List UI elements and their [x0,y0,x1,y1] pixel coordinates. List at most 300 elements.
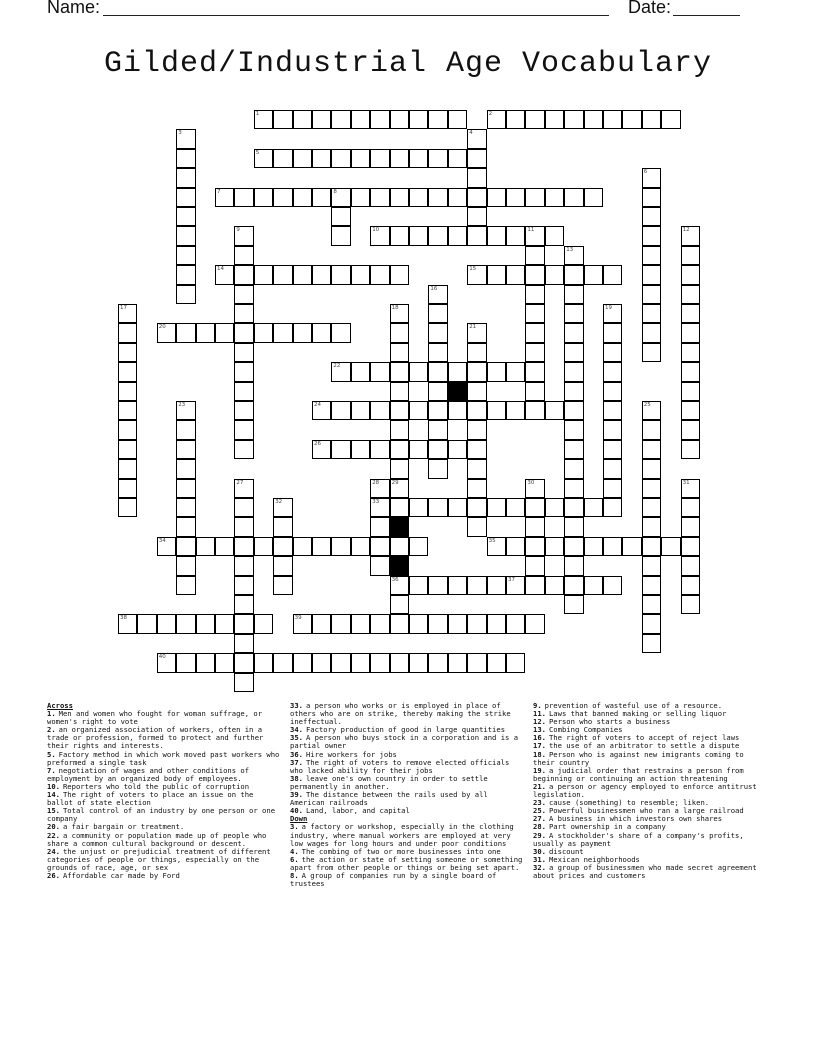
grid-cell[interactable] [176,537,195,556]
grid-cell[interactable] [390,537,409,556]
grid-cell[interactable] [331,401,350,420]
grid-cell[interactable] [448,362,467,381]
grid-cell[interactable] [545,401,564,420]
grid-cell[interactable] [351,614,370,633]
grid-cell[interactable] [564,420,583,439]
grid-cell[interactable] [545,226,564,245]
grid-cell[interactable] [564,576,583,595]
grid-cell[interactable] [584,537,603,556]
grid-cell[interactable] [234,420,253,439]
grid-cell[interactable] [506,188,525,207]
grid-cell[interactable] [390,343,409,362]
grid-cell[interactable] [176,323,195,342]
grid-cell[interactable] [273,576,292,595]
grid-cell[interactable] [487,110,506,129]
grid-cell[interactable] [681,595,700,614]
grid-cell[interactable] [312,401,331,420]
grid-cell[interactable] [661,537,680,556]
grid-cell[interactable] [642,440,661,459]
grid-cell[interactable] [467,343,486,362]
grid-cell[interactable] [622,537,641,556]
grid-cell[interactable] [642,110,661,129]
grid-cell[interactable] [506,653,525,672]
grid-cell[interactable] [118,498,137,517]
grid-cell[interactable] [351,401,370,420]
grid-cell[interactable] [603,265,622,284]
grid-cell[interactable] [525,110,544,129]
grid-cell[interactable] [642,556,661,575]
grid-cell[interactable] [331,614,350,633]
grid-cell[interactable] [642,188,661,207]
grid-cell[interactable] [642,265,661,284]
grid-cell[interactable] [254,614,273,633]
grid-cell[interactable] [642,323,661,342]
grid-cell[interactable] [506,537,525,556]
grid-cell[interactable] [603,440,622,459]
grid-cell[interactable] [564,459,583,478]
grid-cell[interactable] [370,110,389,129]
grid-cell[interactable] [273,556,292,575]
grid-cell[interactable] [351,653,370,672]
grid-cell[interactable] [331,265,350,284]
grid-cell[interactable] [506,362,525,381]
grid-cell[interactable] [176,246,195,265]
grid-cell[interactable] [564,537,583,556]
grid-cell[interactable] [428,343,447,362]
grid-cell[interactable] [331,653,350,672]
grid-cell[interactable] [137,614,156,633]
grid-cell[interactable] [118,420,137,439]
grid-cell[interactable] [176,129,195,148]
grid-cell[interactable] [157,653,176,672]
grid-cell[interactable] [487,226,506,245]
grid-cell[interactable] [331,440,350,459]
grid-cell[interactable] [196,323,215,342]
grid-cell[interactable] [448,188,467,207]
grid-cell[interactable] [428,362,447,381]
grid-cell[interactable] [254,265,273,284]
grid-cell[interactable] [642,517,661,536]
grid-cell[interactable] [642,479,661,498]
grid-cell[interactable] [564,304,583,323]
grid-cell[interactable] [525,323,544,342]
grid-cell[interactable] [661,110,680,129]
grid-cell[interactable] [564,323,583,342]
grid-cell[interactable] [525,517,544,536]
grid-cell[interactable] [390,149,409,168]
grid-cell[interactable] [234,401,253,420]
grid-cell[interactable] [312,614,331,633]
grid-cell[interactable] [390,653,409,672]
grid-cell[interactable] [428,440,447,459]
grid-cell[interactable] [603,420,622,439]
grid-cell[interactable] [331,226,350,245]
grid-cell[interactable] [642,634,661,653]
grid-cell[interactable] [234,576,253,595]
grid-cell[interactable] [467,653,486,672]
grid-cell[interactable] [467,401,486,420]
grid-cell[interactable] [525,246,544,265]
grid-cell[interactable] [642,595,661,614]
grid-cell[interactable] [176,265,195,284]
grid-cell[interactable] [370,498,389,517]
grid-cell[interactable] [642,576,661,595]
grid-cell[interactable] [176,401,195,420]
grid-cell[interactable] [234,653,253,672]
grid-cell[interactable] [525,265,544,284]
grid-cell[interactable] [390,265,409,284]
grid-cell[interactable] [370,188,389,207]
grid-cell[interactable] [564,595,583,614]
grid-cell[interactable] [176,479,195,498]
grid-cell[interactable] [234,246,253,265]
grid-cell[interactable] [176,517,195,536]
grid-cell[interactable] [390,498,409,517]
grid-cell[interactable] [409,149,428,168]
grid-cell[interactable] [351,440,370,459]
grid-cell[interactable] [525,537,544,556]
grid-cell[interactable] [273,517,292,536]
grid-cell[interactable] [273,323,292,342]
grid-cell[interactable] [681,285,700,304]
grid-cell[interactable] [157,614,176,633]
grid-cell[interactable] [564,479,583,498]
grid-cell[interactable] [467,459,486,478]
grid-cell[interactable] [176,168,195,187]
grid-cell[interactable] [370,614,389,633]
grid-cell[interactable] [254,149,273,168]
grid-cell[interactable] [176,614,195,633]
grid-cell[interactable] [467,479,486,498]
grid-cell[interactable] [428,110,447,129]
grid-cell[interactable] [428,226,447,245]
grid-cell[interactable] [564,246,583,265]
grid-cell[interactable] [681,537,700,556]
grid-cell[interactable] [448,614,467,633]
grid-cell[interactable] [234,614,253,633]
grid-cell[interactable] [467,323,486,342]
grid-cell[interactable] [681,479,700,498]
grid-cell[interactable] [234,537,253,556]
grid-cell[interactable] [293,265,312,284]
grid-cell[interactable] [351,110,370,129]
grid-cell[interactable] [467,498,486,517]
grid-cell[interactable] [118,614,137,633]
grid-cell[interactable] [215,265,234,284]
grid-cell[interactable] [467,382,486,401]
grid-cell[interactable] [467,207,486,226]
grid-cell[interactable] [390,576,409,595]
grid-cell[interactable] [390,595,409,614]
grid-cell[interactable] [467,265,486,284]
grid-cell[interactable] [467,149,486,168]
grid-cell[interactable] [351,188,370,207]
grid-cell[interactable] [487,537,506,556]
grid-cell[interactable] [390,188,409,207]
grid-cell[interactable] [409,440,428,459]
grid-cell[interactable] [428,382,447,401]
grid-cell[interactable] [487,401,506,420]
grid-cell[interactable] [467,188,486,207]
grid-cell[interactable] [428,304,447,323]
grid-cell[interactable] [681,382,700,401]
grid-cell[interactable] [273,149,292,168]
grid-cell[interactable] [428,498,447,517]
grid-cell[interactable] [157,323,176,342]
grid-cell[interactable] [390,304,409,323]
grid-cell[interactable] [545,188,564,207]
grid-cell[interactable] [370,362,389,381]
grid-cell[interactable] [545,498,564,517]
grid-cell[interactable] [176,226,195,245]
grid-cell[interactable] [234,479,253,498]
grid-cell[interactable] [409,498,428,517]
grid-cell[interactable] [215,323,234,342]
grid-cell[interactable] [331,362,350,381]
grid-cell[interactable] [681,576,700,595]
grid-cell[interactable] [681,440,700,459]
grid-cell[interactable] [118,479,137,498]
grid-cell[interactable] [564,517,583,536]
grid-cell[interactable] [312,537,331,556]
grid-cell[interactable] [681,517,700,536]
grid-cell[interactable] [467,517,486,536]
grid-cell[interactable] [409,362,428,381]
grid-cell[interactable] [234,362,253,381]
grid-cell[interactable] [351,149,370,168]
grid-cell[interactable] [331,207,350,226]
grid-cell[interactable] [525,576,544,595]
grid-cell[interactable] [273,188,292,207]
grid-cell[interactable] [428,188,447,207]
grid-cell[interactable] [409,576,428,595]
grid-cell[interactable] [118,459,137,478]
grid-cell[interactable] [176,556,195,575]
grid-cell[interactable] [642,343,661,362]
grid-cell[interactable] [448,498,467,517]
grid-cell[interactable] [390,459,409,478]
grid-cell[interactable] [370,556,389,575]
grid-cell[interactable] [215,188,234,207]
grid-cell[interactable] [681,498,700,517]
grid-cell[interactable] [176,149,195,168]
grid-cell[interactable] [390,401,409,420]
grid-cell[interactable] [176,498,195,517]
grid-cell[interactable] [234,673,253,692]
grid-cell[interactable] [118,304,137,323]
grid-cell[interactable] [506,401,525,420]
grid-cell[interactable] [176,576,195,595]
grid-cell[interactable] [681,343,700,362]
grid-cell[interactable] [584,576,603,595]
grid-cell[interactable] [312,440,331,459]
grid-cell[interactable] [176,188,195,207]
grid-cell[interactable] [370,149,389,168]
grid-cell[interactable] [234,343,253,362]
grid-cell[interactable] [176,420,195,439]
grid-cell[interactable] [293,537,312,556]
grid-cell[interactable] [525,556,544,575]
grid-cell[interactable] [642,420,661,439]
grid-cell[interactable] [487,188,506,207]
grid-cell[interactable] [564,401,583,420]
grid-cell[interactable] [234,382,253,401]
grid-cell[interactable] [545,265,564,284]
grid-cell[interactable] [642,246,661,265]
grid-cell[interactable] [312,265,331,284]
grid-cell[interactable] [234,517,253,536]
grid-cell[interactable] [234,304,253,323]
grid-cell[interactable] [370,517,389,536]
grid-cell[interactable] [448,440,467,459]
grid-cell[interactable] [273,653,292,672]
grid-cell[interactable] [603,479,622,498]
grid-cell[interactable] [293,110,312,129]
grid-cell[interactable] [525,188,544,207]
grid-cell[interactable] [176,440,195,459]
grid-cell[interactable] [254,537,273,556]
grid-cell[interactable] [506,226,525,245]
grid-cell[interactable] [428,614,447,633]
grid-cell[interactable] [409,110,428,129]
grid-cell[interactable] [176,459,195,478]
grid-cell[interactable] [603,110,622,129]
grid-cell[interactable] [118,343,137,362]
grid-cell[interactable] [467,168,486,187]
grid-cell[interactable] [487,362,506,381]
grid-cell[interactable] [118,362,137,381]
grid-cell[interactable] [564,382,583,401]
grid-cell[interactable] [293,653,312,672]
grid-cell[interactable] [293,188,312,207]
grid-cell[interactable] [487,265,506,284]
grid-cell[interactable] [467,226,486,245]
grid-cell[interactable] [506,576,525,595]
grid-cell[interactable] [428,323,447,342]
grid-cell[interactable] [370,653,389,672]
grid-cell[interactable] [642,459,661,478]
grid-cell[interactable] [487,498,506,517]
grid-cell[interactable] [351,265,370,284]
grid-cell[interactable] [564,498,583,517]
grid-cell[interactable] [642,226,661,245]
grid-cell[interactable] [370,440,389,459]
grid-cell[interactable] [467,420,486,439]
grid-cell[interactable] [448,401,467,420]
grid-cell[interactable] [273,498,292,517]
grid-cell[interactable] [370,537,389,556]
grid-cell[interactable] [370,479,389,498]
grid-cell[interactable] [603,343,622,362]
grid-cell[interactable] [390,479,409,498]
grid-cell[interactable] [176,285,195,304]
grid-cell[interactable] [351,537,370,556]
grid-cell[interactable] [525,498,544,517]
grid-cell[interactable] [545,537,564,556]
grid-cell[interactable] [681,420,700,439]
grid-cell[interactable] [390,362,409,381]
grid-cell[interactable] [642,168,661,187]
grid-cell[interactable] [196,537,215,556]
grid-cell[interactable] [157,537,176,556]
grid-cell[interactable] [642,401,661,420]
grid-cell[interactable] [234,498,253,517]
grid-cell[interactable] [234,285,253,304]
grid-cell[interactable] [428,653,447,672]
grid-cell[interactable] [390,420,409,439]
grid-cell[interactable] [487,576,506,595]
grid-cell[interactable] [273,265,292,284]
grid-cell[interactable] [545,576,564,595]
grid-cell[interactable] [642,304,661,323]
grid-cell[interactable] [273,110,292,129]
grid-cell[interactable] [215,537,234,556]
grid-cell[interactable] [603,459,622,478]
grid-cell[interactable] [234,323,253,342]
grid-cell[interactable] [681,323,700,342]
grid-cell[interactable] [564,110,583,129]
grid-cell[interactable] [603,304,622,323]
grid-cell[interactable] [118,440,137,459]
grid-cell[interactable] [312,653,331,672]
grid-cell[interactable] [254,653,273,672]
grid-cell[interactable] [428,149,447,168]
grid-cell[interactable] [622,110,641,129]
grid-cell[interactable] [525,362,544,381]
grid-cell[interactable] [642,285,661,304]
grid-cell[interactable] [681,304,700,323]
grid-cell[interactable] [448,110,467,129]
grid-cell[interactable] [584,498,603,517]
grid-cell[interactable] [234,226,253,245]
grid-cell[interactable] [564,285,583,304]
grid-cell[interactable] [254,110,273,129]
grid-cell[interactable] [506,110,525,129]
grid-cell[interactable] [603,362,622,381]
grid-cell[interactable] [467,362,486,381]
grid-cell[interactable] [467,576,486,595]
grid-cell[interactable] [525,614,544,633]
grid-cell[interactable] [331,323,350,342]
grid-cell[interactable] [370,265,389,284]
grid-cell[interactable] [467,614,486,633]
grid-cell[interactable] [545,110,564,129]
grid-cell[interactable] [254,188,273,207]
grid-cell[interactable] [176,207,195,226]
grid-cell[interactable] [293,323,312,342]
grid-cell[interactable] [409,401,428,420]
grid-cell[interactable] [448,576,467,595]
grid-cell[interactable] [331,110,350,129]
grid-cell[interactable] [603,382,622,401]
grid-cell[interactable] [525,304,544,323]
grid-cell[interactable] [234,265,253,284]
grid-cell[interactable] [234,634,253,653]
grid-cell[interactable] [118,401,137,420]
grid-cell[interactable] [564,343,583,362]
grid-cell[interactable] [681,401,700,420]
grid-cell[interactable] [428,401,447,420]
grid-cell[interactable] [584,110,603,129]
grid-cell[interactable] [428,459,447,478]
grid-cell[interactable] [681,226,700,245]
grid-cell[interactable] [293,614,312,633]
grid-cell[interactable] [603,576,622,595]
grid-cell[interactable] [390,382,409,401]
grid-cell[interactable] [584,188,603,207]
grid-cell[interactable] [603,323,622,342]
grid-cell[interactable] [234,440,253,459]
